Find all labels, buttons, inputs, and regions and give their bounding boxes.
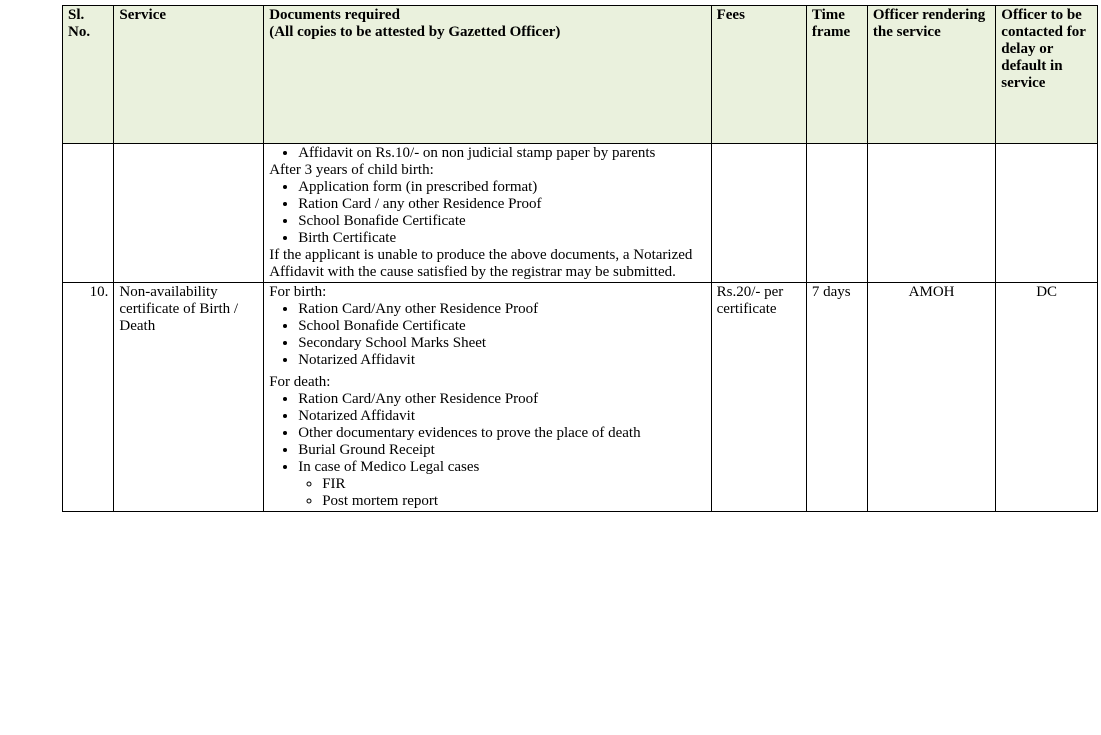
cell-contact-empty bbox=[996, 144, 1098, 283]
birth-docs-list bbox=[269, 301, 705, 369]
cell-time-frame: 7 days bbox=[806, 283, 867, 512]
list-item: • Birth Certificate bbox=[298, 230, 705, 247]
list-item: • Secondary School Marks Sheet bbox=[298, 335, 705, 352]
cell-documents-continued bbox=[264, 144, 711, 283]
list-item: • Notarized Affidavit bbox=[298, 408, 705, 425]
cell-time-empty bbox=[806, 144, 867, 283]
cell-service: Non-availability certificate of Birth / Death bbox=[114, 283, 264, 512]
affidavit-note: If the applicant is unable to produce the above documents, a Notarized Affidavit with the cause satisfied by the registrar may be submitted. bbox=[269, 247, 693, 280]
list-item: • Burial Ground Receipt bbox=[298, 442, 705, 459]
cell-sl-no-empty bbox=[63, 144, 114, 283]
header-row bbox=[63, 6, 1098, 144]
list-item: • Ration Card/Any other Residence Proof bbox=[298, 391, 705, 408]
list-item: • School Bonafide Certificate bbox=[298, 318, 705, 335]
list-item: • Ration Card / any other Residence Proof bbox=[298, 196, 705, 213]
cell-officer-contact: DC bbox=[996, 283, 1098, 512]
header-service: Service bbox=[114, 6, 264, 144]
cell-service-empty bbox=[114, 144, 264, 283]
list-item: ◦ Post mortem report bbox=[322, 493, 705, 510]
services-table bbox=[62, 5, 1098, 512]
list-item: ◦ FIR bbox=[322, 476, 705, 493]
docs-list-top bbox=[269, 145, 705, 162]
header-time-frame: Time frame bbox=[806, 6, 867, 144]
header-officer-contact: Officer to be contacted for delay or default in service bbox=[996, 6, 1098, 144]
header-documents-title: Documents required bbox=[269, 7, 400, 23]
header-documents bbox=[264, 6, 711, 144]
header-fees: Fees bbox=[711, 6, 806, 144]
cell-officer-empty bbox=[867, 144, 995, 283]
medico-legal-list bbox=[298, 476, 705, 510]
list-item: • Other documentary evidences to prove the place of death bbox=[298, 425, 705, 442]
cell-sl-no: 10. bbox=[63, 283, 114, 512]
list-item: • Notarized Affidavit bbox=[298, 352, 705, 369]
cell-fees: Rs.20/- per certificate bbox=[711, 283, 806, 512]
for-death-label: For death: bbox=[269, 374, 331, 390]
table-row-continued bbox=[63, 144, 1098, 283]
cell-fees-empty bbox=[711, 144, 806, 283]
list-item: • Application form (in prescribed format) bbox=[298, 179, 705, 196]
header-documents-note: (All copies to be attested by Gazetted Officer) bbox=[269, 24, 561, 40]
medico-legal-label: In case of Medico Legal cases bbox=[298, 459, 480, 475]
list-item: • Affidavit on Rs.10/- on non judicial stamp paper by parents bbox=[298, 145, 705, 162]
header-officer-rendering: Officer rendering the service bbox=[867, 6, 995, 144]
header-sl-no: Sl. No. bbox=[63, 6, 114, 144]
after-birth-label: After 3 years of child birth: bbox=[269, 162, 434, 178]
cell-documents bbox=[264, 283, 711, 512]
list-item bbox=[298, 459, 705, 510]
cell-officer-rendering: AMOH bbox=[867, 283, 995, 512]
list-item: • Ration Card/Any other Residence Proof bbox=[298, 301, 705, 318]
for-birth-label: For birth: bbox=[269, 284, 327, 300]
docs-list-after bbox=[269, 179, 705, 247]
table-row-10 bbox=[63, 283, 1098, 512]
list-item: • School Bonafide Certificate bbox=[298, 213, 705, 230]
death-docs-list bbox=[269, 391, 705, 510]
